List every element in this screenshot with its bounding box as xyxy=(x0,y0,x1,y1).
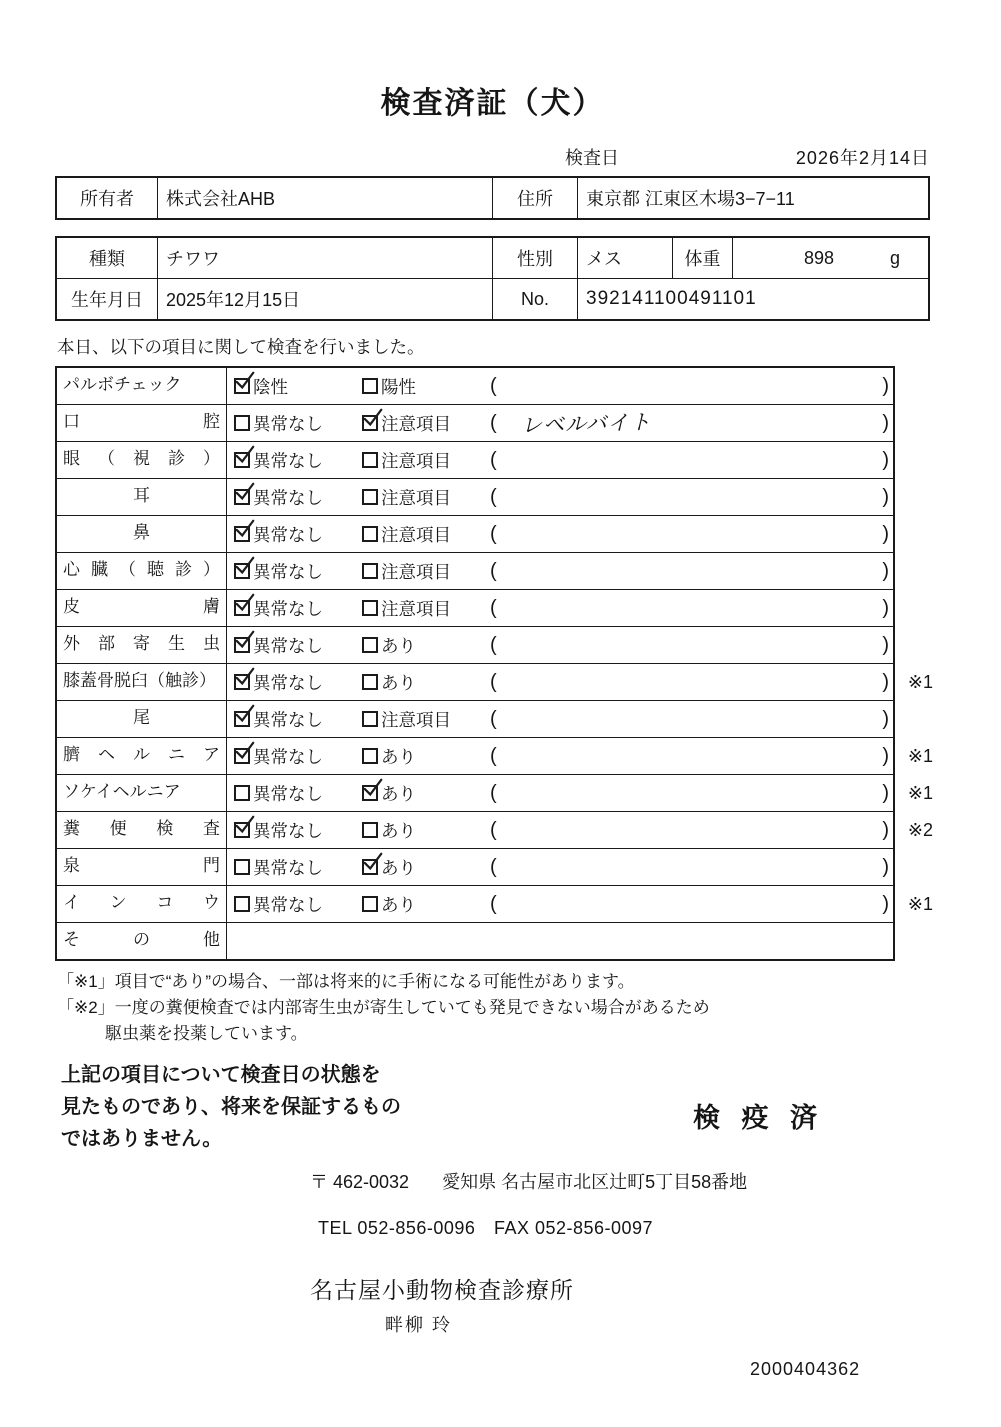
check-mark-icon xyxy=(234,555,256,577)
remarks-field xyxy=(490,560,893,583)
footnote-line-2: 「※2」一度の糞便検査では内部寄生虫が寄生していても発見できない場合があるため xyxy=(57,998,710,1017)
checkbox-option[interactable] xyxy=(362,781,490,806)
checkbox[interactable] xyxy=(362,711,378,727)
checkbox-label: 異常なし xyxy=(253,857,323,878)
checkbox-option[interactable] xyxy=(362,633,490,658)
remarks-field xyxy=(490,375,893,398)
checklist-item-label: ソケイヘルニア xyxy=(57,775,227,811)
checkbox[interactable] xyxy=(362,785,378,801)
checkbox-label: 注意項目 xyxy=(381,450,451,471)
checklist-item-label: 糞 便 検 査 xyxy=(57,812,227,848)
checkbox-label: あり xyxy=(381,672,416,693)
checkbox-label: 異常なし xyxy=(253,672,323,693)
checkbox[interactable] xyxy=(234,637,250,653)
weight-value: 898 xyxy=(803,247,834,268)
checkbox[interactable] xyxy=(234,600,250,616)
close-paren: ) xyxy=(882,374,889,397)
check-mark-icon xyxy=(234,592,256,614)
checklist-row xyxy=(57,811,933,848)
checklist-item-label: そ の 他 xyxy=(57,923,227,959)
check-mark-icon xyxy=(234,444,256,466)
checklist-item-label: 眼 （ 視 診 ） xyxy=(57,442,227,478)
checkbox-option[interactable] xyxy=(234,448,362,473)
checklist-item-label: 心 臓 （ 聴 診 ） xyxy=(57,553,227,589)
checklist-row xyxy=(57,848,893,885)
close-paren: ) xyxy=(882,559,889,582)
check-mark-icon xyxy=(234,740,256,762)
checklist-row-content xyxy=(227,701,893,737)
checkbox[interactable] xyxy=(362,526,378,542)
checklist-row xyxy=(57,441,893,478)
open-paren: ( xyxy=(490,411,497,434)
checkbox-option[interactable] xyxy=(234,855,362,880)
certificate-no-label-cell: No. xyxy=(492,279,577,319)
open-paren: ( xyxy=(490,596,497,619)
checkbox[interactable] xyxy=(234,859,250,875)
inspection-date-label: 検査日 xyxy=(565,148,619,168)
weight-value-cell xyxy=(732,238,928,278)
checklist-row-content xyxy=(227,738,893,774)
checkbox[interactable] xyxy=(362,452,378,468)
checklist-item-label: 耳 xyxy=(57,479,227,515)
close-paren: ) xyxy=(882,522,889,545)
open-paren: ( xyxy=(490,374,497,397)
footnote-line-1: 「※1」項目で“あり”の場合、一部は将来的に手術になる可能性があります。 xyxy=(57,972,635,991)
clinic-info xyxy=(55,1168,930,1337)
checklist-row xyxy=(57,589,893,626)
checkbox[interactable] xyxy=(362,600,378,616)
checkbox-option[interactable] xyxy=(234,818,362,843)
checkbox-option[interactable] xyxy=(362,707,490,732)
checkbox-option[interactable] xyxy=(362,855,490,880)
checkbox-option[interactable] xyxy=(362,522,490,547)
footnote-line-3: 駆虫薬を投薬しています。 xyxy=(105,1024,308,1043)
checkbox-option[interactable] xyxy=(362,596,490,621)
checkbox-option[interactable] xyxy=(234,522,362,547)
breed-label-cell: 種類 xyxy=(89,249,125,269)
open-paren: ( xyxy=(490,744,497,767)
footnotes xyxy=(55,970,1001,1046)
checkbox[interactable] xyxy=(234,711,250,727)
checklist-row-content xyxy=(227,590,893,626)
remarks-field xyxy=(490,893,893,916)
checkbox-label: 注意項目 xyxy=(381,413,451,434)
clinic-address: 愛知県 名古屋市北区辻町5丁目58番地 xyxy=(442,1172,748,1192)
checkbox-option[interactable] xyxy=(234,744,362,769)
checklist-row xyxy=(57,774,933,811)
checklist-row-content xyxy=(227,479,893,515)
open-paren: ( xyxy=(490,818,497,841)
weight-label-cell: 体重 xyxy=(672,238,732,278)
footnote-mark: ※1 xyxy=(907,672,933,692)
checkbox-label: 注意項目 xyxy=(381,487,451,508)
animal-table-row-1 xyxy=(57,238,928,278)
checkbox-label: 異常なし xyxy=(253,746,323,767)
checkbox[interactable] xyxy=(362,748,378,764)
check-mark-icon xyxy=(362,851,384,873)
checkbox[interactable] xyxy=(362,859,378,875)
checkbox[interactable] xyxy=(234,526,250,542)
check-mark-icon xyxy=(234,666,256,688)
checkbox-option[interactable] xyxy=(234,707,362,732)
check-mark-icon xyxy=(234,481,256,503)
breed-value-cell: チワワ xyxy=(157,238,492,278)
remarks-field xyxy=(490,671,893,694)
checklist-row-content xyxy=(227,775,893,811)
checkbox[interactable] xyxy=(234,378,250,394)
checklist-item-label: 臍 ヘ ル ニ ア xyxy=(57,738,227,774)
checklist-row xyxy=(57,922,893,959)
check-mark-icon xyxy=(234,370,256,392)
checklist-item-label: 外 部 寄 生 虫 xyxy=(57,627,227,663)
checkbox-option[interactable] xyxy=(362,485,490,510)
footnote-mark: ※1 xyxy=(907,783,933,803)
checkbox-label: 陰性 xyxy=(253,376,288,397)
checkbox-label: 異常なし xyxy=(253,820,323,841)
checklist-row-content xyxy=(227,923,893,959)
close-paren: ) xyxy=(882,892,889,915)
checklist-item-label: パルボチェック xyxy=(57,368,227,404)
checkbox[interactable] xyxy=(234,415,250,431)
checkbox-option[interactable] xyxy=(234,892,362,917)
check-mark-icon xyxy=(362,407,384,429)
checklist-item-label: 泉 門 xyxy=(57,849,227,885)
open-paren: ( xyxy=(490,559,497,582)
checkbox-label: 異常なし xyxy=(253,709,323,730)
checklist-row-content xyxy=(227,664,893,700)
open-paren: ( xyxy=(490,448,497,471)
checkbox-label: 異常なし xyxy=(253,524,323,545)
checkbox-label: 陽性 xyxy=(381,376,416,397)
checklist-row xyxy=(57,626,893,663)
checkbox[interactable] xyxy=(234,452,250,468)
check-mark-icon xyxy=(362,777,384,799)
checklist-row-content xyxy=(227,516,893,552)
close-paren: ) xyxy=(882,781,889,804)
checkbox-option[interactable] xyxy=(234,781,362,806)
veterinarian-name: 畔柳 玲 xyxy=(385,1315,453,1335)
handwritten-note: レベルバイト xyxy=(520,411,652,438)
checklist-row-content xyxy=(227,553,893,589)
checkbox-label: 注意項目 xyxy=(381,561,451,582)
checkbox-label: 異常なし xyxy=(253,561,323,582)
checkbox-option[interactable] xyxy=(362,818,490,843)
checkbox-label: 異常なし xyxy=(253,598,323,619)
checkbox-label: 異常なし xyxy=(253,487,323,508)
checkbox-option[interactable] xyxy=(362,670,490,695)
checkbox-label: 異常なし xyxy=(253,783,323,804)
checkbox-label: あり xyxy=(381,894,416,915)
clinic-postal-line xyxy=(55,1168,930,1194)
checkbox[interactable] xyxy=(362,563,378,579)
checkbox-option[interactable] xyxy=(234,485,362,510)
open-paren: ( xyxy=(490,522,497,545)
close-paren: ) xyxy=(882,707,889,730)
checkbox-option[interactable] xyxy=(234,411,362,436)
close-paren: ) xyxy=(882,670,889,693)
clinic-tel-fax: TEL 052-856-0096 FAX 052-856-0097 xyxy=(318,1218,654,1238)
birthdate-value-cell: 2025年12月15日 xyxy=(157,279,492,319)
close-paren: ) xyxy=(882,818,889,841)
open-paren: ( xyxy=(490,670,497,693)
close-paren: ) xyxy=(882,448,889,471)
open-paren: ( xyxy=(490,855,497,878)
weight-unit: g xyxy=(890,247,901,268)
checklist-table xyxy=(55,366,933,961)
remarks-field xyxy=(490,819,893,842)
checkbox-label: あり xyxy=(381,857,416,878)
remarks-field xyxy=(490,745,893,768)
checkbox-option[interactable] xyxy=(362,744,490,769)
checklist-row xyxy=(57,478,893,515)
checklist-row-content xyxy=(227,812,893,848)
check-mark-icon xyxy=(234,814,256,836)
remarks-field xyxy=(490,708,893,731)
checklist-row-content xyxy=(227,405,893,441)
close-paren: ) xyxy=(882,855,889,878)
checkbox[interactable] xyxy=(362,896,378,912)
check-mark-icon xyxy=(234,629,256,651)
checkbox-label: 注意項目 xyxy=(381,709,451,730)
checklist-row xyxy=(57,700,893,737)
checkbox-option[interactable] xyxy=(234,374,362,399)
checkbox-label: 異常なし xyxy=(253,894,323,915)
checkbox-label: 注意項目 xyxy=(381,524,451,545)
open-paren: ( xyxy=(490,781,497,804)
checklist-item-label: 膝蓋骨脱臼（触診） xyxy=(57,664,227,700)
animal-table-row-2 xyxy=(57,278,928,319)
checkbox[interactable] xyxy=(362,378,378,394)
owner-table xyxy=(55,176,930,220)
birthdate-label-cell: 生年月日 xyxy=(71,290,143,310)
checkbox[interactable] xyxy=(234,896,250,912)
footnote-mark: ※1 xyxy=(907,746,933,766)
checklist-row-content xyxy=(227,849,893,885)
checklist-row-content xyxy=(227,442,893,478)
checkbox-option[interactable] xyxy=(362,559,490,584)
remarks-field xyxy=(490,634,893,657)
open-paren: ( xyxy=(490,892,497,915)
footnote-mark: ※2 xyxy=(907,820,933,840)
checkbox[interactable] xyxy=(362,489,378,505)
remarks-field xyxy=(490,449,893,472)
checklist-row-content xyxy=(227,368,893,404)
checklist-row xyxy=(57,737,933,774)
check-mark-icon xyxy=(234,518,256,540)
sex-value-cell: メス xyxy=(577,238,672,278)
checklist-row xyxy=(57,663,933,700)
checkbox[interactable] xyxy=(234,785,250,801)
checkbox[interactable] xyxy=(362,637,378,653)
close-paren: ) xyxy=(882,411,889,434)
inspection-date-row xyxy=(55,144,930,170)
remarks-field xyxy=(490,856,893,879)
checkbox[interactable] xyxy=(362,674,378,690)
checkbox[interactable] xyxy=(362,822,378,838)
footnote-mark: ※1 xyxy=(907,894,933,914)
open-paren: ( xyxy=(490,485,497,508)
checklist-row xyxy=(57,368,893,404)
checkbox-label: あり xyxy=(381,820,416,841)
checkbox[interactable] xyxy=(234,822,250,838)
owner-value-cell: 株式会社AHB xyxy=(157,178,492,218)
owner-label-cell: 所有者 xyxy=(80,189,134,209)
checklist-row-content xyxy=(227,627,893,663)
checkbox-option[interactable] xyxy=(362,448,490,473)
checkbox-label: あり xyxy=(381,635,416,656)
disclaimer-line-2: 見たものであり、将来を保証するもの xyxy=(61,1096,401,1118)
checklist-item-label: 口 腔 xyxy=(57,405,227,441)
checklist-row xyxy=(57,515,893,552)
checkbox-label: 異常なし xyxy=(253,635,323,656)
checkbox-label: 異常なし xyxy=(253,450,323,471)
remarks-field xyxy=(490,523,893,546)
quarantine-stamp: 検 疫 済 xyxy=(693,1103,825,1133)
serial-number: 2000404362 xyxy=(750,1359,861,1379)
checkbox[interactable] xyxy=(234,563,250,579)
disclaimer-line-1: 上記の項目について検査日の状態を xyxy=(61,1064,381,1086)
checkbox-option[interactable] xyxy=(362,892,490,917)
checklist-row xyxy=(57,552,893,589)
checkbox[interactable] xyxy=(234,748,250,764)
checkbox[interactable] xyxy=(234,489,250,505)
checkbox-label: 異常なし xyxy=(253,413,323,434)
checklist-item-label: 尾 xyxy=(57,701,227,737)
checklist-item-label: 鼻 xyxy=(57,516,227,552)
checkbox-option[interactable] xyxy=(234,633,362,658)
disclaimer-section xyxy=(55,1060,930,1160)
checkbox[interactable] xyxy=(362,415,378,431)
open-paren: ( xyxy=(490,633,497,656)
address-value-cell: 東京都 江東区木場3−7−11 xyxy=(577,178,928,218)
checklist-item-label: イ ン コ ウ xyxy=(57,886,227,922)
clinic-name: 名古屋小動物検査診療所 xyxy=(310,1277,574,1303)
animal-table xyxy=(55,236,930,321)
remarks-field xyxy=(490,408,893,438)
remarks-field xyxy=(490,486,893,509)
remarks-field xyxy=(490,597,893,620)
checkbox[interactable] xyxy=(234,674,250,690)
intro-text: 本日、以下の項目に関して検査を行いました。 xyxy=(57,337,425,357)
close-paren: ) xyxy=(882,633,889,656)
disclaimer-line-3: ではありません。 xyxy=(61,1128,223,1150)
checkbox-label: あり xyxy=(381,746,416,767)
checkbox-label: あり xyxy=(381,783,416,804)
checkbox-option[interactable] xyxy=(362,374,490,399)
sex-label-cell: 性別 xyxy=(492,238,577,278)
checkbox-option[interactable] xyxy=(362,411,490,436)
checkbox-option[interactable] xyxy=(234,670,362,695)
certificate-no-value-cell: 392141100491101 xyxy=(577,279,928,319)
page-title: 検査済証（犬） xyxy=(380,87,605,120)
checklist-row xyxy=(57,404,893,441)
checkbox-label: 注意項目 xyxy=(381,598,451,619)
close-paren: ) xyxy=(882,596,889,619)
checkbox-option[interactable] xyxy=(234,559,362,584)
checklist-row xyxy=(57,885,933,922)
check-mark-icon xyxy=(234,703,256,725)
address-label-cell: 住所 xyxy=(492,178,577,218)
clinic-postal-code: 〒 462-0032 xyxy=(310,1172,410,1192)
close-paren: ) xyxy=(882,485,889,508)
close-paren: ) xyxy=(882,744,889,767)
remarks-field xyxy=(490,782,893,805)
checklist-row-content xyxy=(227,886,893,922)
checklist-item-label: 皮 膚 xyxy=(57,590,227,626)
inspection-date-value: 2026年2月14日 xyxy=(795,148,930,168)
open-paren: ( xyxy=(490,707,497,730)
checkbox-option[interactable] xyxy=(234,596,362,621)
